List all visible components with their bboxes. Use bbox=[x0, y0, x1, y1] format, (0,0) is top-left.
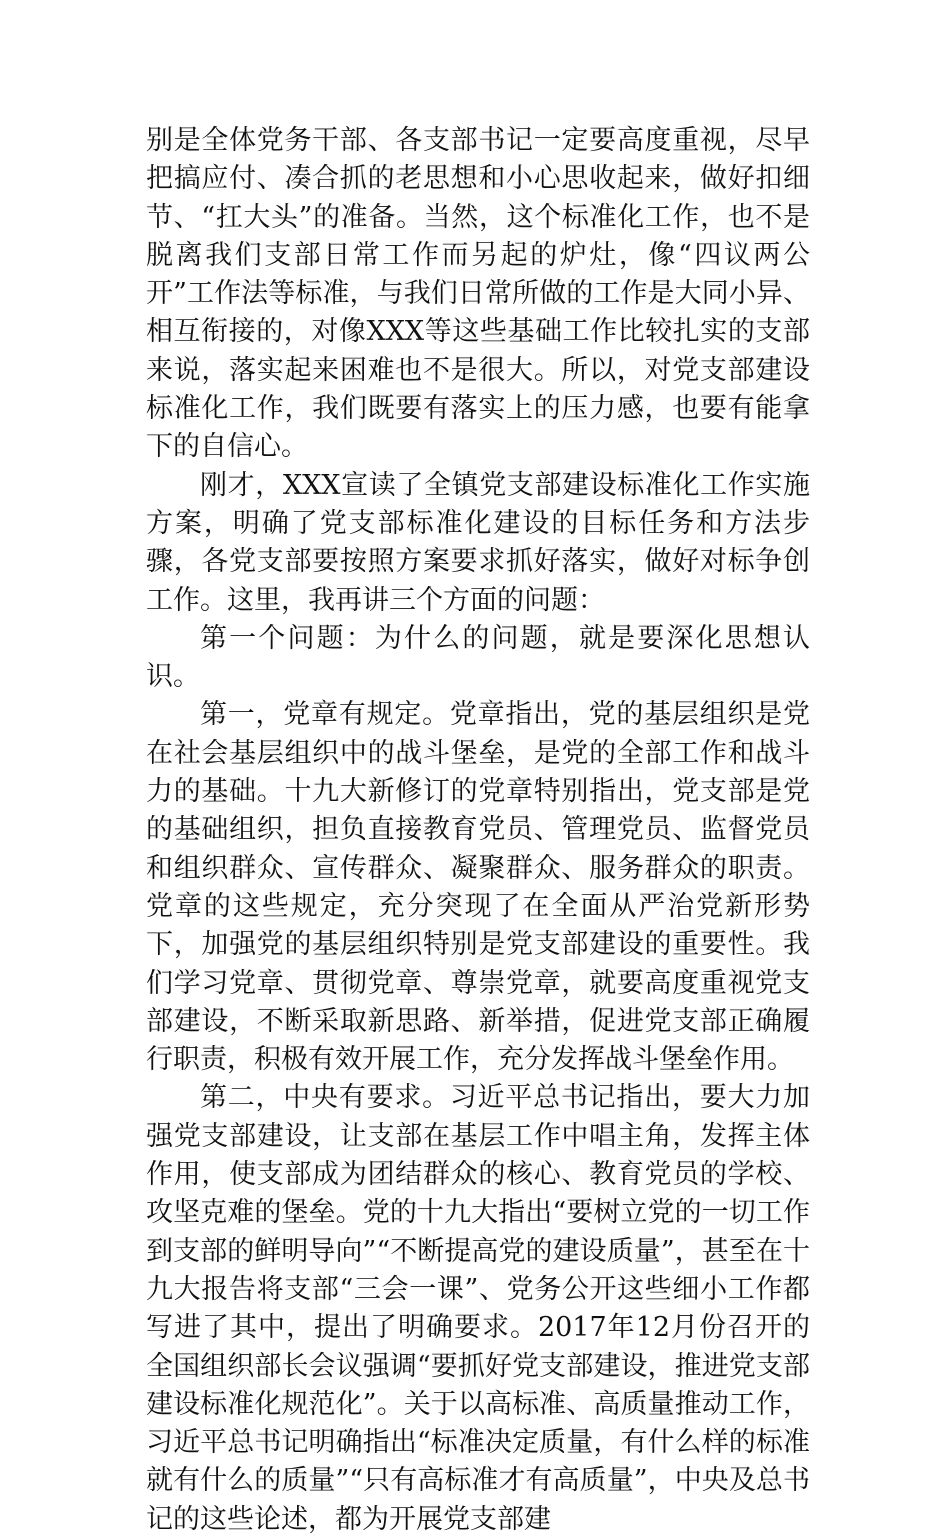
paragraph-3: 第一，党章有规定。党章指出，党的基层组织是党在社会基层组织中的战斗堡垒，是党的全部工作和战斗力的基础。十九大新修订的党章特别指出，党支部是党的基础组织，担负直接教育党员、管理党员、监督党员和组织群众、宣传群众、凝聚群众、服务群众的职责。党章的这些规定，充分突现了在全面从严治党新形势下，加强党的基层组织特别是党支部建设的重要性。我们学习党章、贯彻党章、尊崇党章，就要高度重视党支部建设，不断采取新思路、新举措，促进党支部正确履行职责，积极有效开展工作，充分发挥战斗堡垒作用。 bbox=[146, 699, 810, 1076]
paragraph-2: 刚才，XXX宣读了全镇党支部建设标准化工作实施方案，明确了党支部标准化建设的目标任务和方法步骤，各党支部要按照方案要求抓好落实，做好对标争创工作。这里，我再讲三个方面的问题： bbox=[146, 469, 810, 616]
paragraph-4: 第二，中央有要求。习近平总书记指出，要大力加强党支部建设，让支部在基层工作中唱主角，发挥主体作用，使支部成为团结群众的核心、教育党员的学校、攻坚克难的堡垒。党的十九大指出“要树立党的一切工作到支部的鲜明导向”“不断提高党的建设质量”，甚至在十九大报告将支部“三会一课”、党务公开这些细小工作都写进了其中，提出了明确要求。2017年12月份召开的全国组织部长会议强调“要抓好党支部建设，推进党支部建设标准化规范化”。关于以高标准、高质量推动工作，习近平总书记明确指出“标准决定质量，有什么样的标准就有什么的质量”“只有高标准才有高质量”，中央及总书记的这些论述，都为开展党支部建 bbox=[146, 1082, 810, 1535]
section-heading-1: 第一个问题：为什么的问题，就是要深化思想认识。 bbox=[146, 622, 810, 693]
paragraph-1: 别是全体党务干部、各支部书记一定要高度重视，尽早把搞应付、凑合抓的老思想和小心思收起来，做好扣细节、“扛大头”的准备。当然，这个标准化工作，也不是脱离我们支部日常工作而另起的炉灶，像“四议两公开”工作法等标准，与我们日常所做的工作是大同小异、相互衔接的，对像XXX等这些基础工作比较扎实的支部来说，落实起来困难也不是很大。所以，对党支部建设标准化工作，我们既要有落实上的压力感，也要有能拿下的自信心。 bbox=[146, 125, 810, 463]
document-body bbox=[146, 122, 810, 1539]
